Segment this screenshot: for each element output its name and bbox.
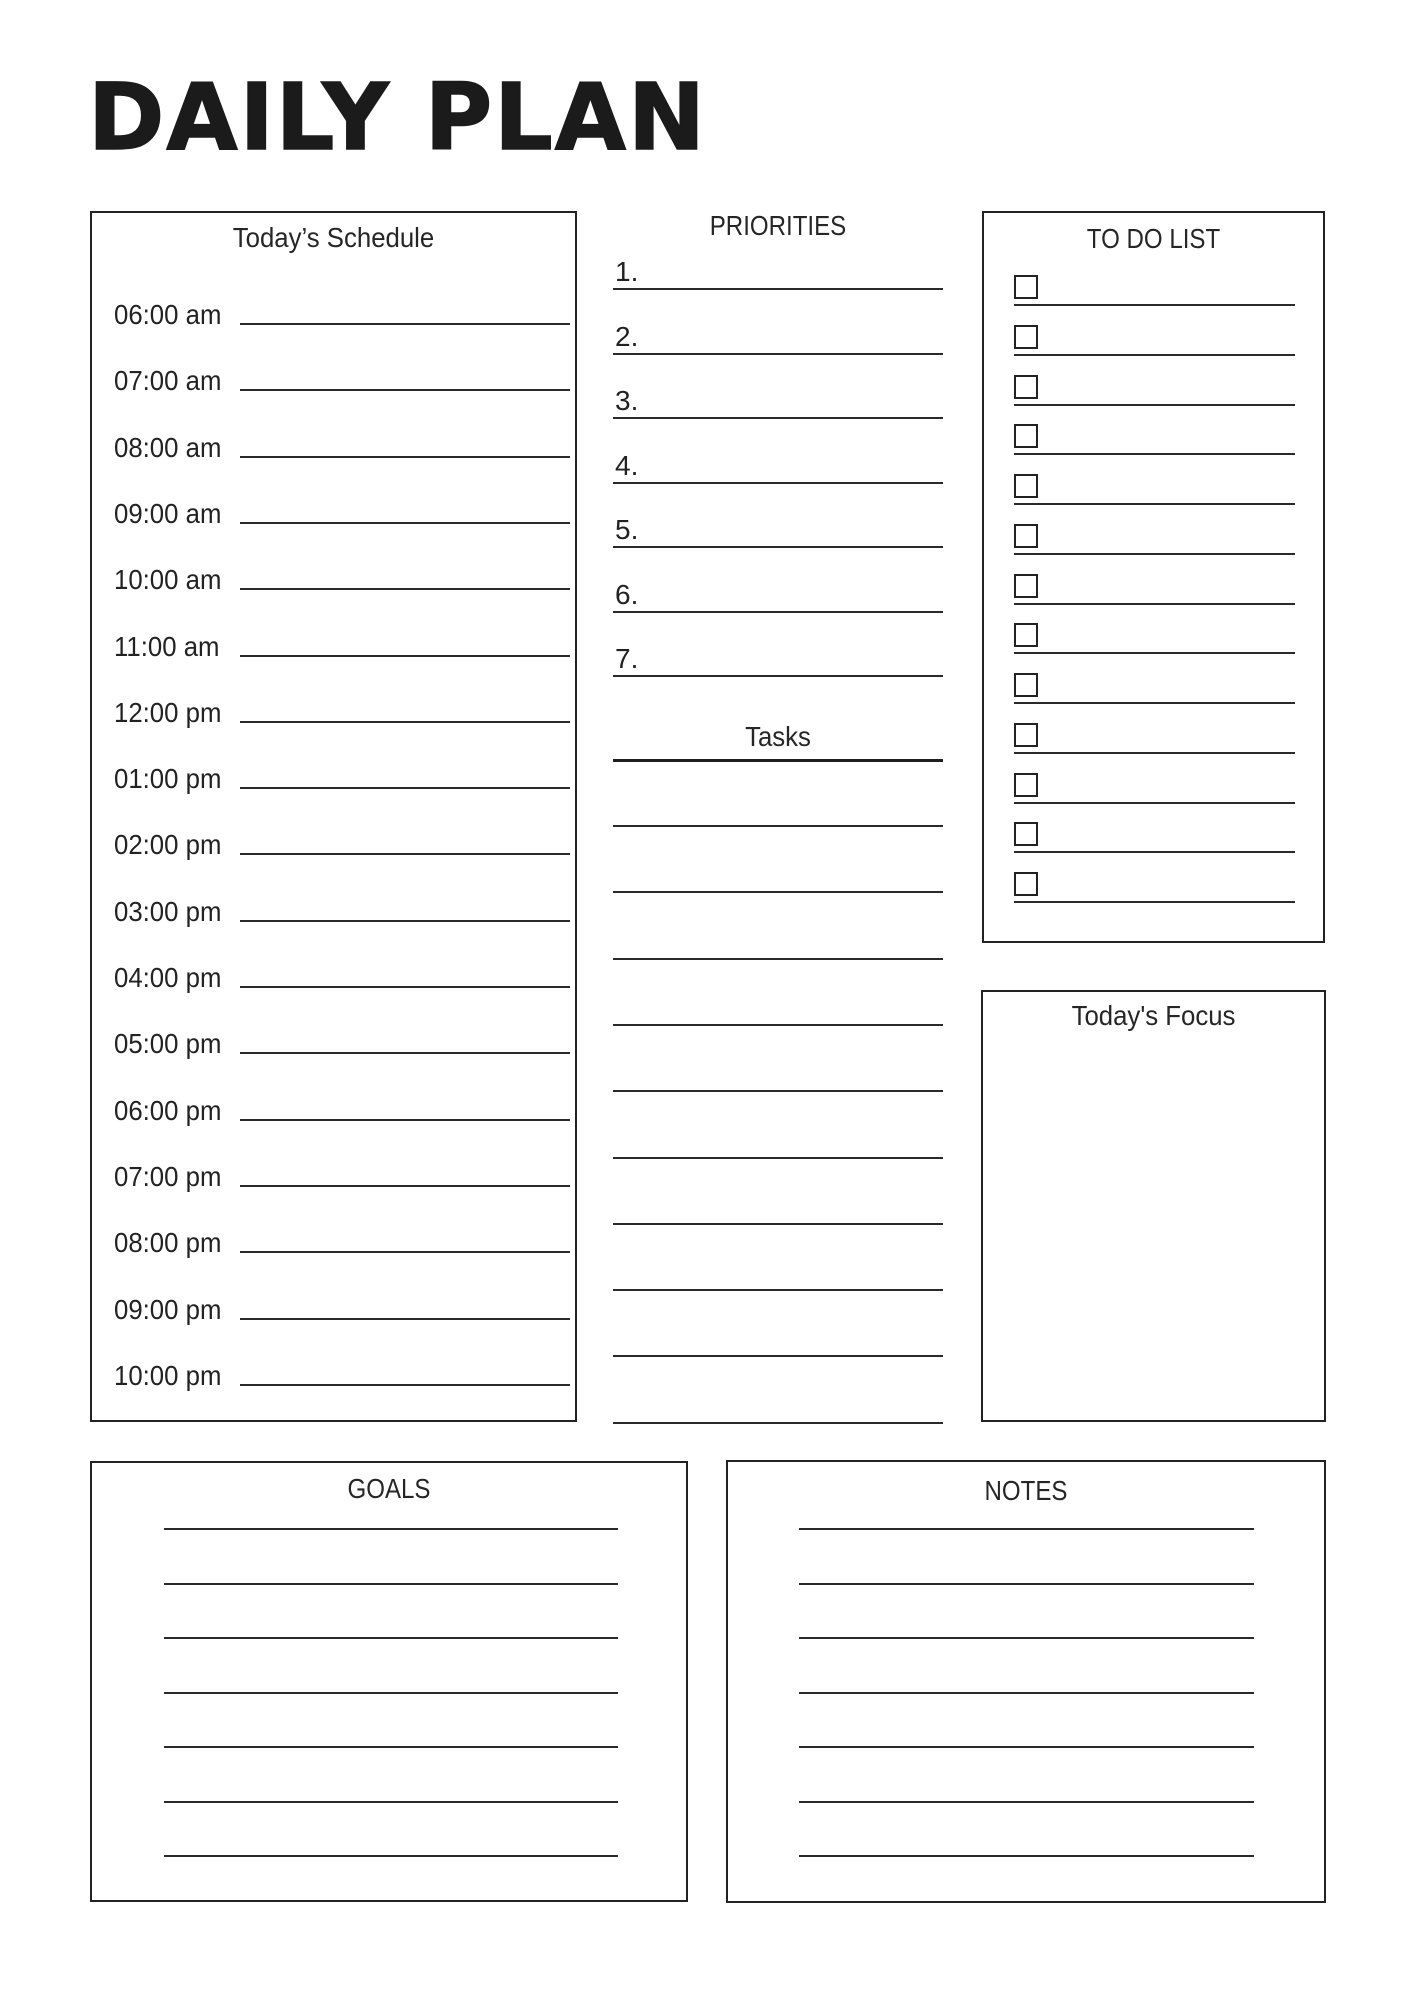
goal-writing-line[interactable] [164, 1583, 618, 1585]
time-label: 10:00 pm [114, 1359, 222, 1391]
task-writing-line[interactable] [613, 825, 943, 827]
todo-writing-line[interactable] [1014, 652, 1295, 654]
schedule-row [92, 361, 575, 401]
schedule-writing-line[interactable] [240, 1318, 570, 1320]
schedule-writing-line[interactable] [240, 522, 570, 524]
goal-writing-line[interactable] [164, 1746, 618, 1748]
todo-writing-line[interactable] [1014, 901, 1295, 903]
todo-checkbox[interactable] [1014, 623, 1038, 647]
schedule-row [92, 759, 575, 799]
schedule-row [92, 1356, 575, 1396]
todo-checkbox[interactable] [1014, 524, 1038, 548]
goal-writing-line[interactable] [164, 1801, 618, 1803]
focus-writing-area[interactable] [985, 1040, 1322, 1418]
task-writing-line[interactable] [613, 891, 943, 893]
todo-writing-line[interactable] [1014, 503, 1295, 505]
todo-checkbox[interactable] [1014, 574, 1038, 598]
schedule-writing-line[interactable] [240, 1384, 570, 1386]
todo-writing-line[interactable] [1014, 752, 1295, 754]
schedule-row [92, 1223, 575, 1263]
priorities-title: PRIORITIES [709, 210, 847, 241]
todo-writing-line[interactable] [1014, 553, 1295, 555]
time-label: 12:00 pm [114, 696, 222, 728]
time-label: 02:00 pm [114, 829, 222, 861]
notes-section [726, 1460, 1326, 1903]
time-label: 08:00 am [114, 431, 222, 463]
notes-title: NOTES [984, 1475, 1068, 1506]
time-label: 07:00 am [114, 365, 222, 397]
task-writing-line[interactable] [613, 1289, 943, 1291]
time-label: 09:00 am [114, 497, 222, 529]
goal-writing-line[interactable] [164, 1855, 618, 1857]
todo-checkbox[interactable] [1014, 474, 1038, 498]
time-label: 09:00 pm [114, 1293, 222, 1325]
schedule-section [90, 211, 577, 1422]
goal-writing-line[interactable] [164, 1692, 618, 1694]
note-writing-line[interactable] [799, 1637, 1254, 1639]
note-writing-line[interactable] [799, 1692, 1254, 1694]
time-label: 03:00 pm [114, 895, 222, 927]
goal-writing-line[interactable] [164, 1528, 618, 1530]
task-writing-line[interactable] [613, 1422, 943, 1424]
schedule-row [92, 825, 575, 865]
priority-number: 5. [615, 514, 639, 545]
todo-writing-line[interactable] [1014, 603, 1295, 605]
time-label: 01:00 pm [114, 763, 222, 795]
schedule-writing-line[interactable] [240, 1119, 570, 1121]
schedule-writing-line[interactable] [240, 1185, 570, 1187]
priority-number: 6. [615, 578, 639, 610]
schedule-writing-line[interactable] [240, 853, 570, 855]
schedule-writing-line[interactable] [240, 721, 570, 723]
todo-checkbox[interactable] [1014, 673, 1038, 697]
time-label: 04:00 pm [114, 962, 222, 993]
todo-writing-line[interactable] [1014, 404, 1295, 406]
time-label: 10:00 am [114, 564, 222, 596]
priority-number: 3. [615, 385, 639, 416]
schedule-title: Today’s Schedule [232, 222, 435, 253]
time-label: 06:00 am [114, 299, 222, 330]
schedule-row [92, 693, 575, 733]
note-writing-line[interactable] [799, 1583, 1254, 1585]
schedule-row [92, 627, 575, 667]
schedule-row [92, 1157, 575, 1197]
tasks-header-rule [613, 759, 943, 762]
schedule-writing-line[interactable] [240, 1251, 570, 1253]
time-label: 07:00 pm [114, 1160, 222, 1192]
schedule-row [92, 560, 575, 600]
note-writing-line[interactable] [799, 1855, 1254, 1857]
schedule-writing-line[interactable] [240, 1052, 570, 1054]
note-writing-line[interactable] [799, 1746, 1254, 1748]
focus-section [981, 990, 1326, 1422]
todo-writing-line[interactable] [1014, 802, 1295, 804]
todo-checkbox[interactable] [1014, 822, 1038, 846]
task-writing-line[interactable] [613, 1223, 943, 1225]
schedule-writing-line[interactable] [240, 986, 570, 988]
task-writing-line[interactable] [613, 1355, 943, 1357]
page-title: DAILY PLAN [88, 64, 707, 171]
schedule-row [92, 428, 575, 468]
task-writing-line[interactable] [613, 1157, 943, 1159]
schedule-writing-line[interactable] [240, 655, 570, 657]
schedule-row [92, 1290, 575, 1330]
todo-writing-line[interactable] [1014, 453, 1295, 455]
schedule-writing-line[interactable] [240, 588, 570, 590]
time-label: 06:00 pm [114, 1094, 222, 1126]
priority-number: 2. [615, 320, 639, 352]
todo-title: TO DO LIST [1086, 223, 1221, 254]
schedule-row [92, 892, 575, 932]
schedule-writing-line[interactable] [240, 323, 570, 325]
schedule-row [92, 1024, 575, 1064]
task-writing-line[interactable] [613, 958, 943, 960]
priority-number: 1. [615, 256, 639, 287]
todo-writing-line[interactable] [1014, 702, 1295, 704]
todo-section [982, 211, 1325, 943]
todo-writing-line[interactable] [1014, 304, 1295, 306]
todo-checkbox[interactable] [1014, 325, 1038, 349]
time-label: 11:00 am [114, 630, 220, 662]
todo-checkbox[interactable] [1014, 723, 1038, 747]
todo-checkbox[interactable] [1014, 872, 1038, 896]
priority-number: 7. [615, 643, 639, 674]
schedule-row [92, 1091, 575, 1131]
tasks-title: Tasks [745, 721, 811, 752]
schedule-writing-line[interactable] [240, 787, 570, 789]
todo-checkbox[interactable] [1014, 375, 1038, 399]
task-writing-line[interactable] [613, 1090, 943, 1092]
todo-writing-line[interactable] [1014, 851, 1295, 853]
schedule-writing-line[interactable] [240, 920, 570, 922]
schedule-writing-line[interactable] [240, 456, 570, 458]
task-writing-line[interactable] [613, 1024, 943, 1026]
note-writing-line[interactable] [799, 1801, 1254, 1803]
todo-checkbox[interactable] [1014, 424, 1038, 448]
schedule-writing-line[interactable] [240, 389, 570, 391]
goal-writing-line[interactable] [164, 1637, 618, 1639]
goals-section [90, 1461, 688, 1902]
schedule-row [92, 494, 575, 534]
todo-writing-line[interactable] [1014, 354, 1295, 356]
schedule-row [92, 295, 575, 335]
todo-checkbox[interactable] [1014, 275, 1038, 299]
time-label: 08:00 pm [114, 1227, 222, 1259]
focus-title: Today's Focus [1071, 1000, 1236, 1031]
time-label: 05:00 pm [114, 1028, 222, 1060]
priority-number: 4. [615, 449, 639, 481]
schedule-row [92, 958, 575, 998]
goals-title: GOALS [347, 1473, 431, 1504]
note-writing-line[interactable] [799, 1528, 1254, 1530]
todo-checkbox[interactable] [1014, 773, 1038, 797]
